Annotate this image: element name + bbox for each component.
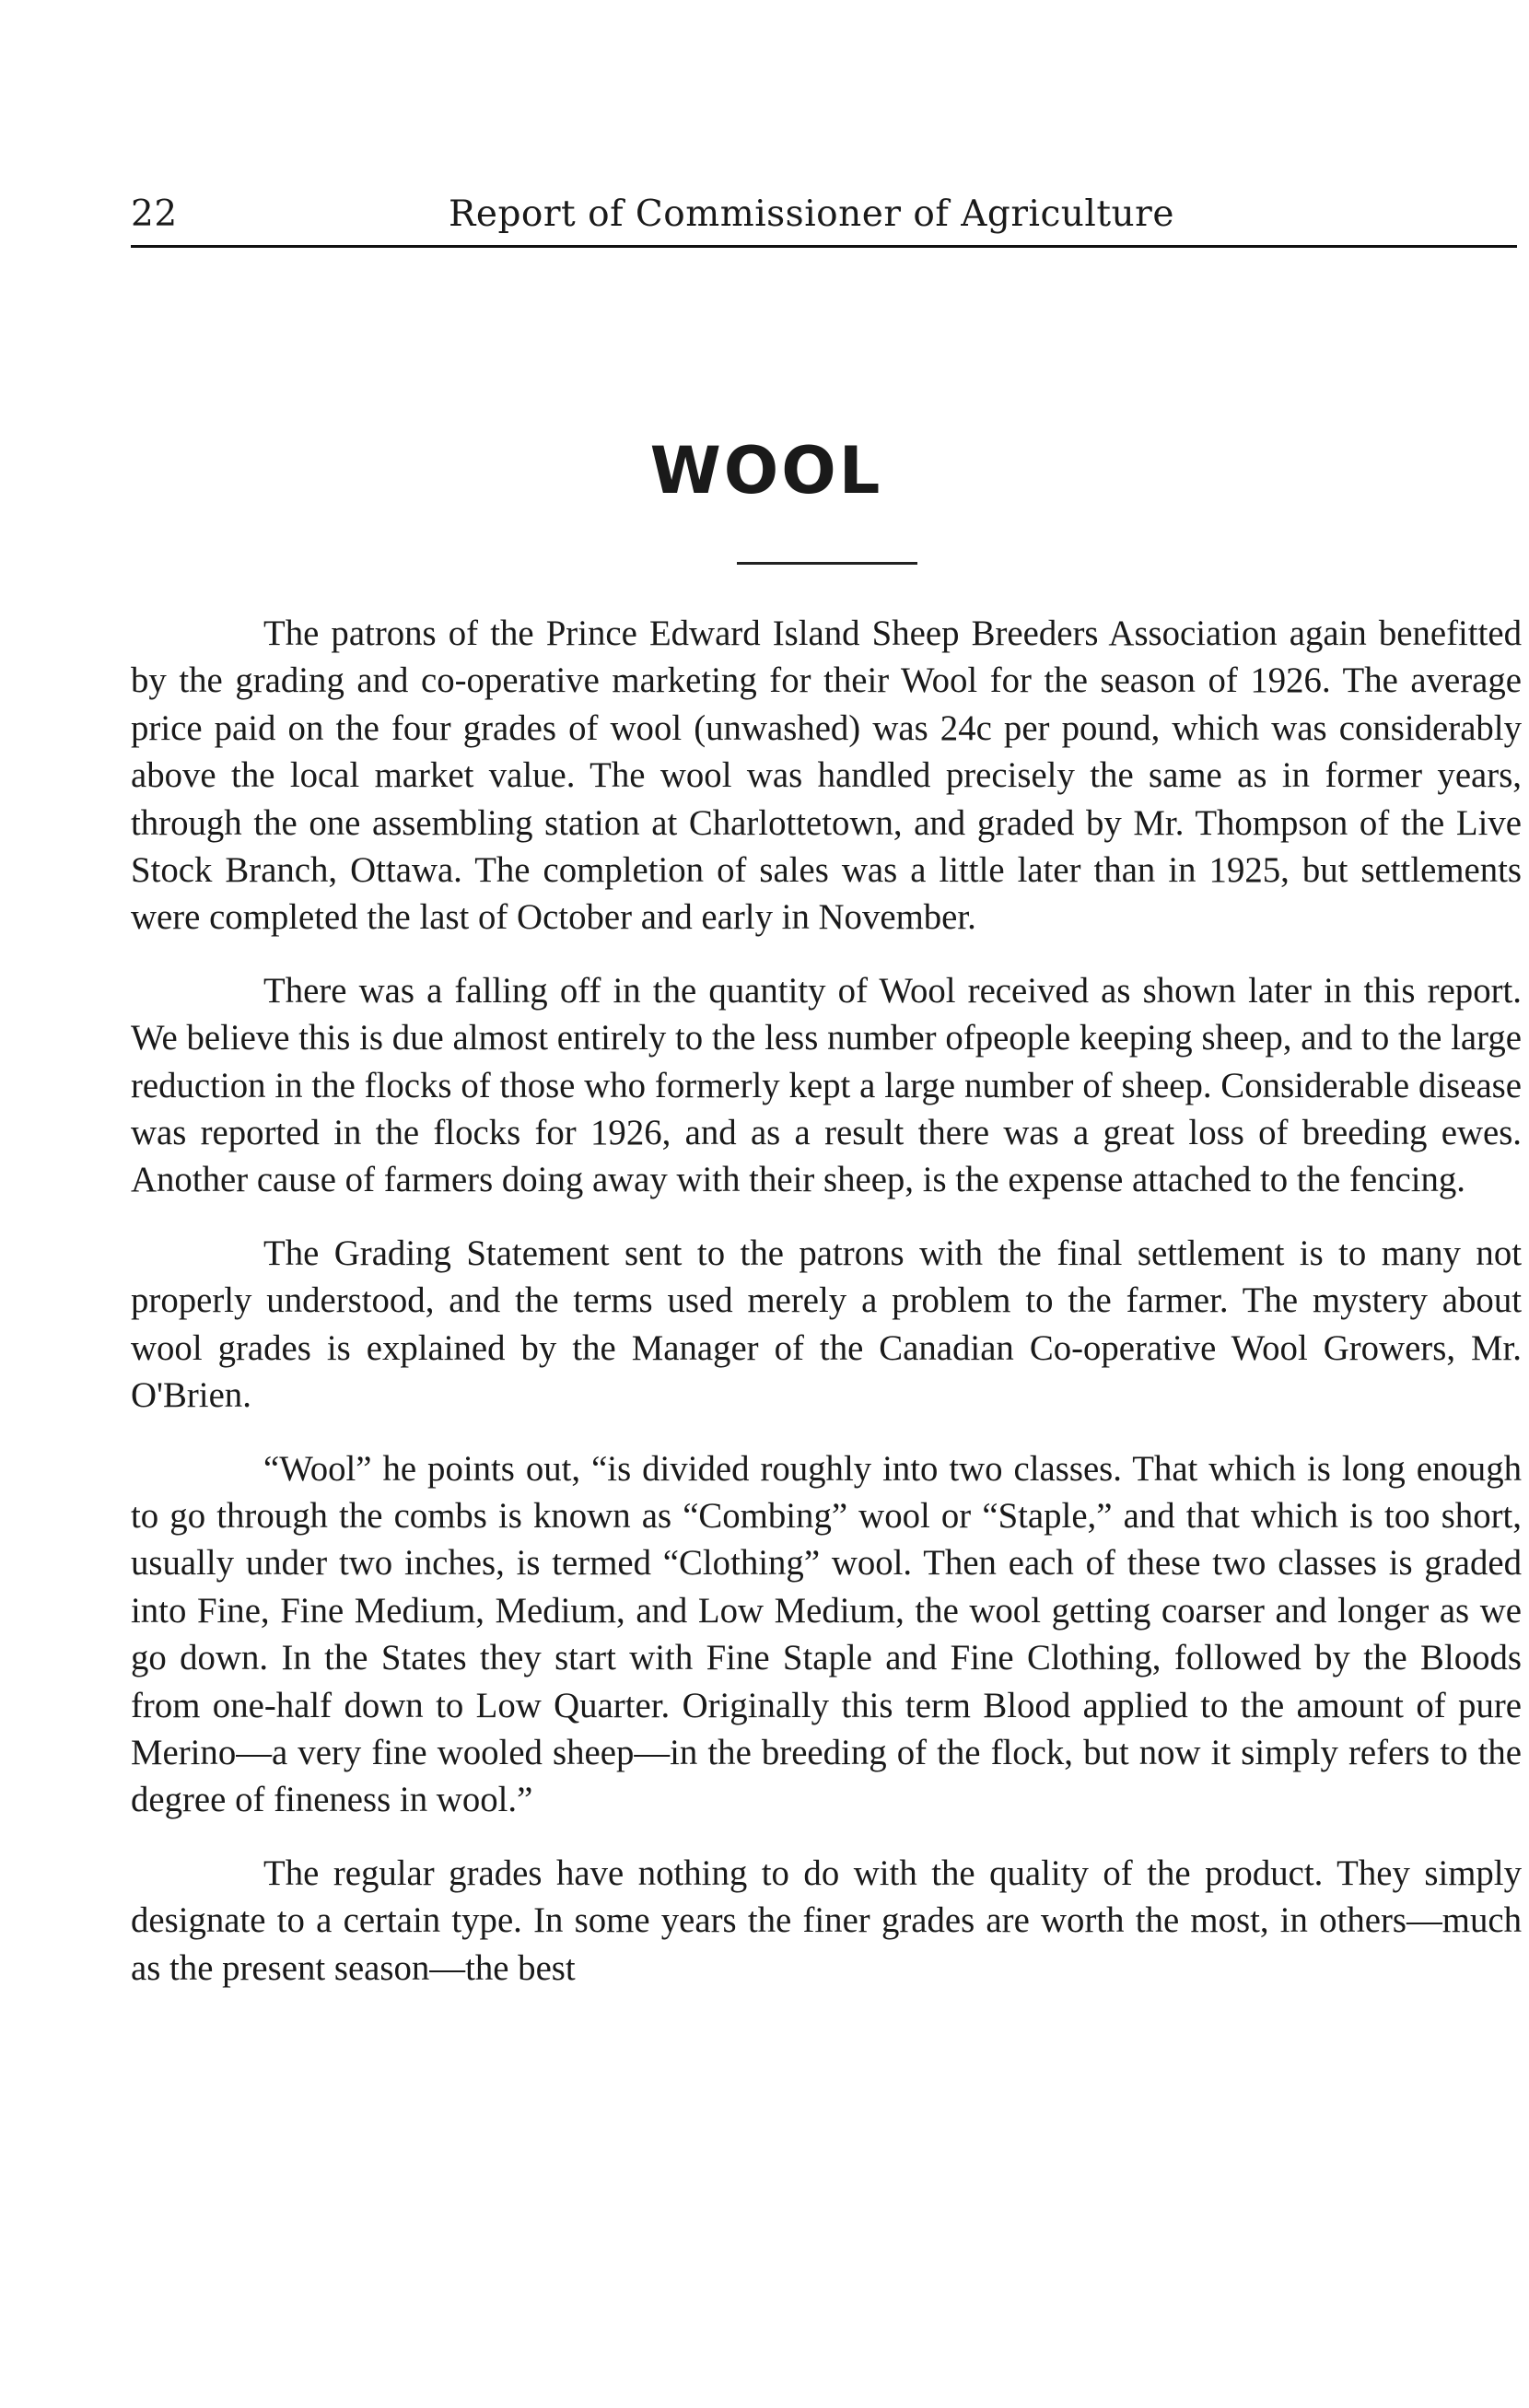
header-rule xyxy=(131,245,1517,248)
paragraph: The regular grades have nothing to do with the quality of the product. They simply designate to a certain type. In some years the finer grades are worth the most, in others—much as the present season—the best xyxy=(131,1853,1522,1988)
article-body xyxy=(131,610,1522,2017)
paragraph: The Grading Statement sent to the patrons with the final settlement is to many not properly understood, and the terms used merely a problem to the farmer. The mystery about wool grades is explained by the Manager of the Canadian Co-operative Wool Growers, Mr. O'Brien. xyxy=(131,1233,1522,1416)
paragraph: The patrons of the Prince Edward Island Sheep Breeders Association again benefitted by the grading and co-operative marketing for their Wool for the season of 1926. The average price paid on the four grades of wool (unwashed) was 24c per pound, which was considerably above the local market value. The wool was handled precisely the same as in former years, through the one assembling station at Charlottetown, and graded by Mr. Thompson of the Live Stock Branch, Ottawa. The completion of sales was a little later than in 1925, but settlements were completed the last of October and early in November. xyxy=(131,614,1522,938)
running-title: Report of Commissioner of Agriculture xyxy=(449,193,1174,235)
title-rule xyxy=(737,562,917,565)
page-number: 22 xyxy=(131,193,178,235)
running-head xyxy=(131,193,1517,249)
section-title: WOOL xyxy=(649,433,883,508)
paragraph: “Wool” he points out, “is divided roughly into two classes. That which is long enough to go through the combs is known as “Combing” wool or “Staple,” and that which is too short, usually under two inches, is termed “Clothing” wool. Then each of these two classes is graded into Fine, Fine Medium, Medium, and Low Medium, the wool getting coarser and longer as we go down. In the States they start with Fine Staple and Fine Clothing, followed by the Bloods from one-half down to Low Quarter. Originally this term Blood applied to the amount of pure Merino—a very fine wooled sheep—in the breeding of the flock, but now it simply refers to the degree of fineness in wool.” xyxy=(131,1448,1522,1820)
paragraph: There was a falling off in the quantity of Wool received as shown later in this report. We believe this is due almost entirely to the less number ofpeople keeping sheep, and to the large reduction in the flocks of those who formerly kept a large number of sheep. Considerable disease was reported in the flocks for 1926, and as a result there was a great loss of breeding ewes. Another cause of farmers doing away with their sheep, is the expense attached to the fencing. xyxy=(131,970,1522,1200)
